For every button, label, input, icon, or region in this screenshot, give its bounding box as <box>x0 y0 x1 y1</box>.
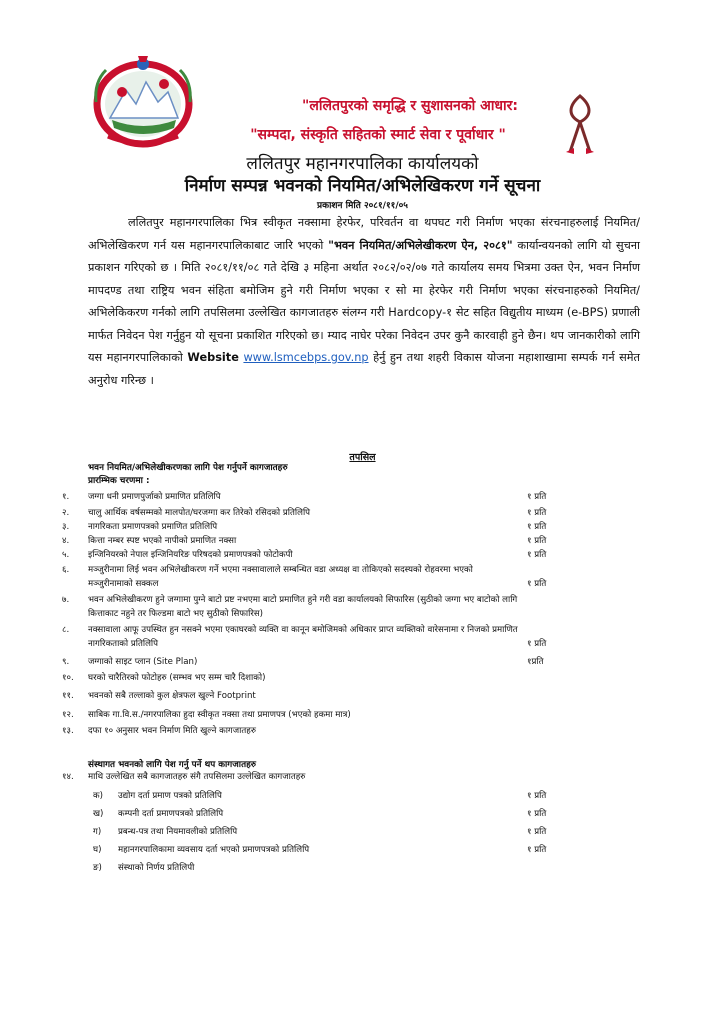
item-number: ग) <box>93 827 102 837</box>
item-number: ११. <box>62 691 74 701</box>
item-number: घ) <box>93 845 102 855</box>
item-quantity: १ प्रति <box>527 492 547 502</box>
item-number: ख) <box>93 809 104 819</box>
item-text: कित्ता नम्बर स्पष्ट भएको नापीको प्रमाणित नक्सा <box>88 536 237 546</box>
item-number: ९. <box>62 657 70 667</box>
item-text: संस्थाको निर्णय प्रतिलिपी <box>118 863 195 873</box>
publication-date: प्रकाशन मिति २०८१/११/०५ <box>317 201 408 211</box>
item-number: १२. <box>62 710 74 720</box>
item-number: क) <box>93 791 103 801</box>
item-number: ५. <box>62 550 70 560</box>
item-quantity: १ प्रति <box>527 536 547 546</box>
institutional-heading: संस्थागत भवनको लागि पेश गर्नु पर्ने थप कागजातहरु <box>88 760 257 770</box>
item-number: ७. <box>62 595 70 605</box>
item-quantity: १प्रति <box>527 657 544 667</box>
website-label: Website <box>187 351 239 364</box>
docs-heading: भवन नियमित/अभिलेखीकरणका लागि पेश गर्नुपर्ने कागजातहरु <box>88 463 288 473</box>
item-text: नक्सावाला आफू उपस्थित हुन नसक्ने भएमा एकाघरको व्यक्ति वा कानून बमोजिमको अधिकार प्राप्त व्यक्तिको वारेसनामा र निजको प्रमाणित <box>88 625 518 635</box>
item-text: भवनको सबै तल्लाको कुल क्षेत्रफल खुल्ने Footprint <box>88 691 256 701</box>
item-number: ८. <box>62 625 70 635</box>
item-text: महानगरपालिकामा व्यवसाय दर्ता भएको प्रमाणपत्रको प्रतिलिपि <box>118 845 310 855</box>
item-text: साबिक गा.वि.स./नगरपालिका हुदा स्वीकृत नक्सा तथा प्रमाणपत्र (भएको हकमा मात्र) <box>88 710 351 720</box>
item-text-continued: मञ्जुरीनामाको सक्कल <box>88 579 159 589</box>
item-text: माथि उल्लेखित सबै कागजातहरु संगै तपसिलमा उल्लेखित कागजातहरु <box>88 772 306 782</box>
item-text: उद्योग दर्ता प्रमाण पत्रको प्रतिलिपि <box>118 791 222 801</box>
item-quantity: १ प्रति <box>527 827 547 837</box>
initial-stage-heading: प्रारम्भिक चरणमा : <box>88 476 150 486</box>
item-quantity: १ प्रति <box>527 508 547 518</box>
item-number: ६. <box>62 565 70 575</box>
item-text: जग्गाको साइट प्लान (Site Plan) <box>88 657 198 667</box>
item-text-continued: नागरिकताको प्रतिलिपि <box>88 639 159 649</box>
ribbon-logo-icon <box>562 92 598 156</box>
item-text: प्रबन्ध-पत्र तथा नियमावलीको प्रतिलिपि <box>118 827 238 837</box>
website-link[interactable]: www.lsmcebps.gov.np <box>243 351 369 364</box>
item-number: ४. <box>62 536 70 546</box>
item-text-continued: कित्ताकाट नहुने तर फिल्डमा बाटो भए सुठीको सिफारिस) <box>88 609 264 619</box>
body-text-2: कार्यान्वयनको लागि यो सुचना प्रकाशन गरिएको छ । मिति २०८१/११/०८ गते देखि ३ महिना अर्थात २०८२/०२/०७ गते कार्यालय समय भित्रमा उक्त ऐन, भवन निर्माण मापदण्ड तथा राष्ट्रिय भवन संहिता बमोजिम हुने गरी निर्माण भएका र सो मा हेरफेर गरी निर्माण भएका संरचनाहरुको नियमित/अभिलेकिकरण गर्नको लागि तपसिलमा उल्लेखित कागजातहरु संलग्न गरी Hardcopy-१ सेट सहित विद्युतीय माध्यम (e-BPS) प्रणाली मार्फत निवेदन पेश गर्नुहुन यो सूचना प्रकाशित गरिएको छ। म्याद नाघेर परेका निवेदन उपर कुनै कारवाही हुने छैन। थप जानकारीको लागि यस महानगरपालिकाको <box>88 238 640 364</box>
item-text: भवन अभिलेखीकरण हुने जग्गामा पुग्ने बाटो प्रष्ट नभएमा बाटो प्रमाणित हुने गरी वडा कार्यालयको सिफारिस (सुठीको जग्गा भए बाटोको लागि <box>88 595 518 605</box>
item-number: ङ) <box>93 863 102 873</box>
item-number: १३. <box>62 726 74 736</box>
slogan-line-2: "सम्पदा, संस्कृति सहितको स्मार्ट सेवा र पूर्वाधार " <box>250 127 506 143</box>
item-number: १०. <box>62 673 74 683</box>
office-name: ललितपुर महानगरपालिका कार्यालयको <box>246 154 479 174</box>
notice-title: निर्माण सम्पन्न भवनको नियमित/अभिलेखिकरण गर्ने सूचना <box>184 176 541 196</box>
item-quantity: १ प्रति <box>527 809 547 819</box>
item-number: १. <box>62 492 70 502</box>
item-text: जग्गा धनी प्रमाणपुर्जाको प्रमाणित प्रतिलिपि <box>88 492 221 502</box>
item-number: ३. <box>62 522 70 532</box>
item-quantity: १ प्रति <box>527 550 547 560</box>
item-text: कम्पनी दर्ता प्रमाणपत्रको प्रतिलिपि <box>118 809 224 819</box>
item-quantity: १ प्रति <box>527 845 547 855</box>
schedule-heading: तपसिल <box>349 452 376 463</box>
body-text-1: ललितपुर महानगरपालिका भित्र स्वीकृत नक्सामा हेरफेर, परिवर्तन वा थपघट गरी निर्माण भएका संरचनाहरुलाई नियमित/अभिलेखिकरण गर्न यस महानगरपालिकाबाट जारि भएको <box>88 216 640 252</box>
slogan-line-1: "ललितपुरको समृद्धि र सुशासनको आधार: <box>302 98 518 114</box>
item-quantity: १ प्रति <box>527 639 547 649</box>
item-text: चालु आर्थिक वर्षसम्मको मालपोत/घरजग्गा कर तिरेको रसिदको प्रतिलिपि <box>88 508 311 518</box>
act-name: "भवन नियमित/अभिलेखीकरण ऐन, २०८१" <box>328 238 513 252</box>
item-text: इन्जिनियरको नेपाल इन्जिनियरिङ परिषदको प्रमाणपत्रको फोटोकपी <box>88 550 293 560</box>
item-quantity: १ प्रति <box>527 791 547 801</box>
item-text: मञ्जुरीनामा लिई भवन अभिलेखीकरण गर्ने भएमा नक्सावालाले सम्बन्धित वडा अध्यक्ष वा तोकिएको सदस्यको रोहवरमा भएको <box>88 565 473 575</box>
item-quantity: १ प्रति <box>527 579 547 589</box>
item-text: नागरिकता प्रमाणपत्रको प्रमाणित प्रतिलिपि <box>88 522 218 532</box>
item-text: घरको चारैतिरको फोटोहरु (सम्भव भए सम्म चारै दिशाको) <box>88 673 266 683</box>
item-number: २. <box>62 508 70 518</box>
item-quantity: १ प्रति <box>527 522 547 532</box>
notice-body-paragraph <box>88 212 640 392</box>
body-text-3: हेर्नु हुन तथा शहरी विकास योजना महाशाखामा सम्पर्क गर्न समेत अनुरोध गरिन्छ । <box>88 351 640 387</box>
item-number: १४. <box>62 772 74 782</box>
item-text: दफा १० अनुसार भवन निर्माण मिति खुल्ने कागजातहरु <box>88 726 256 736</box>
